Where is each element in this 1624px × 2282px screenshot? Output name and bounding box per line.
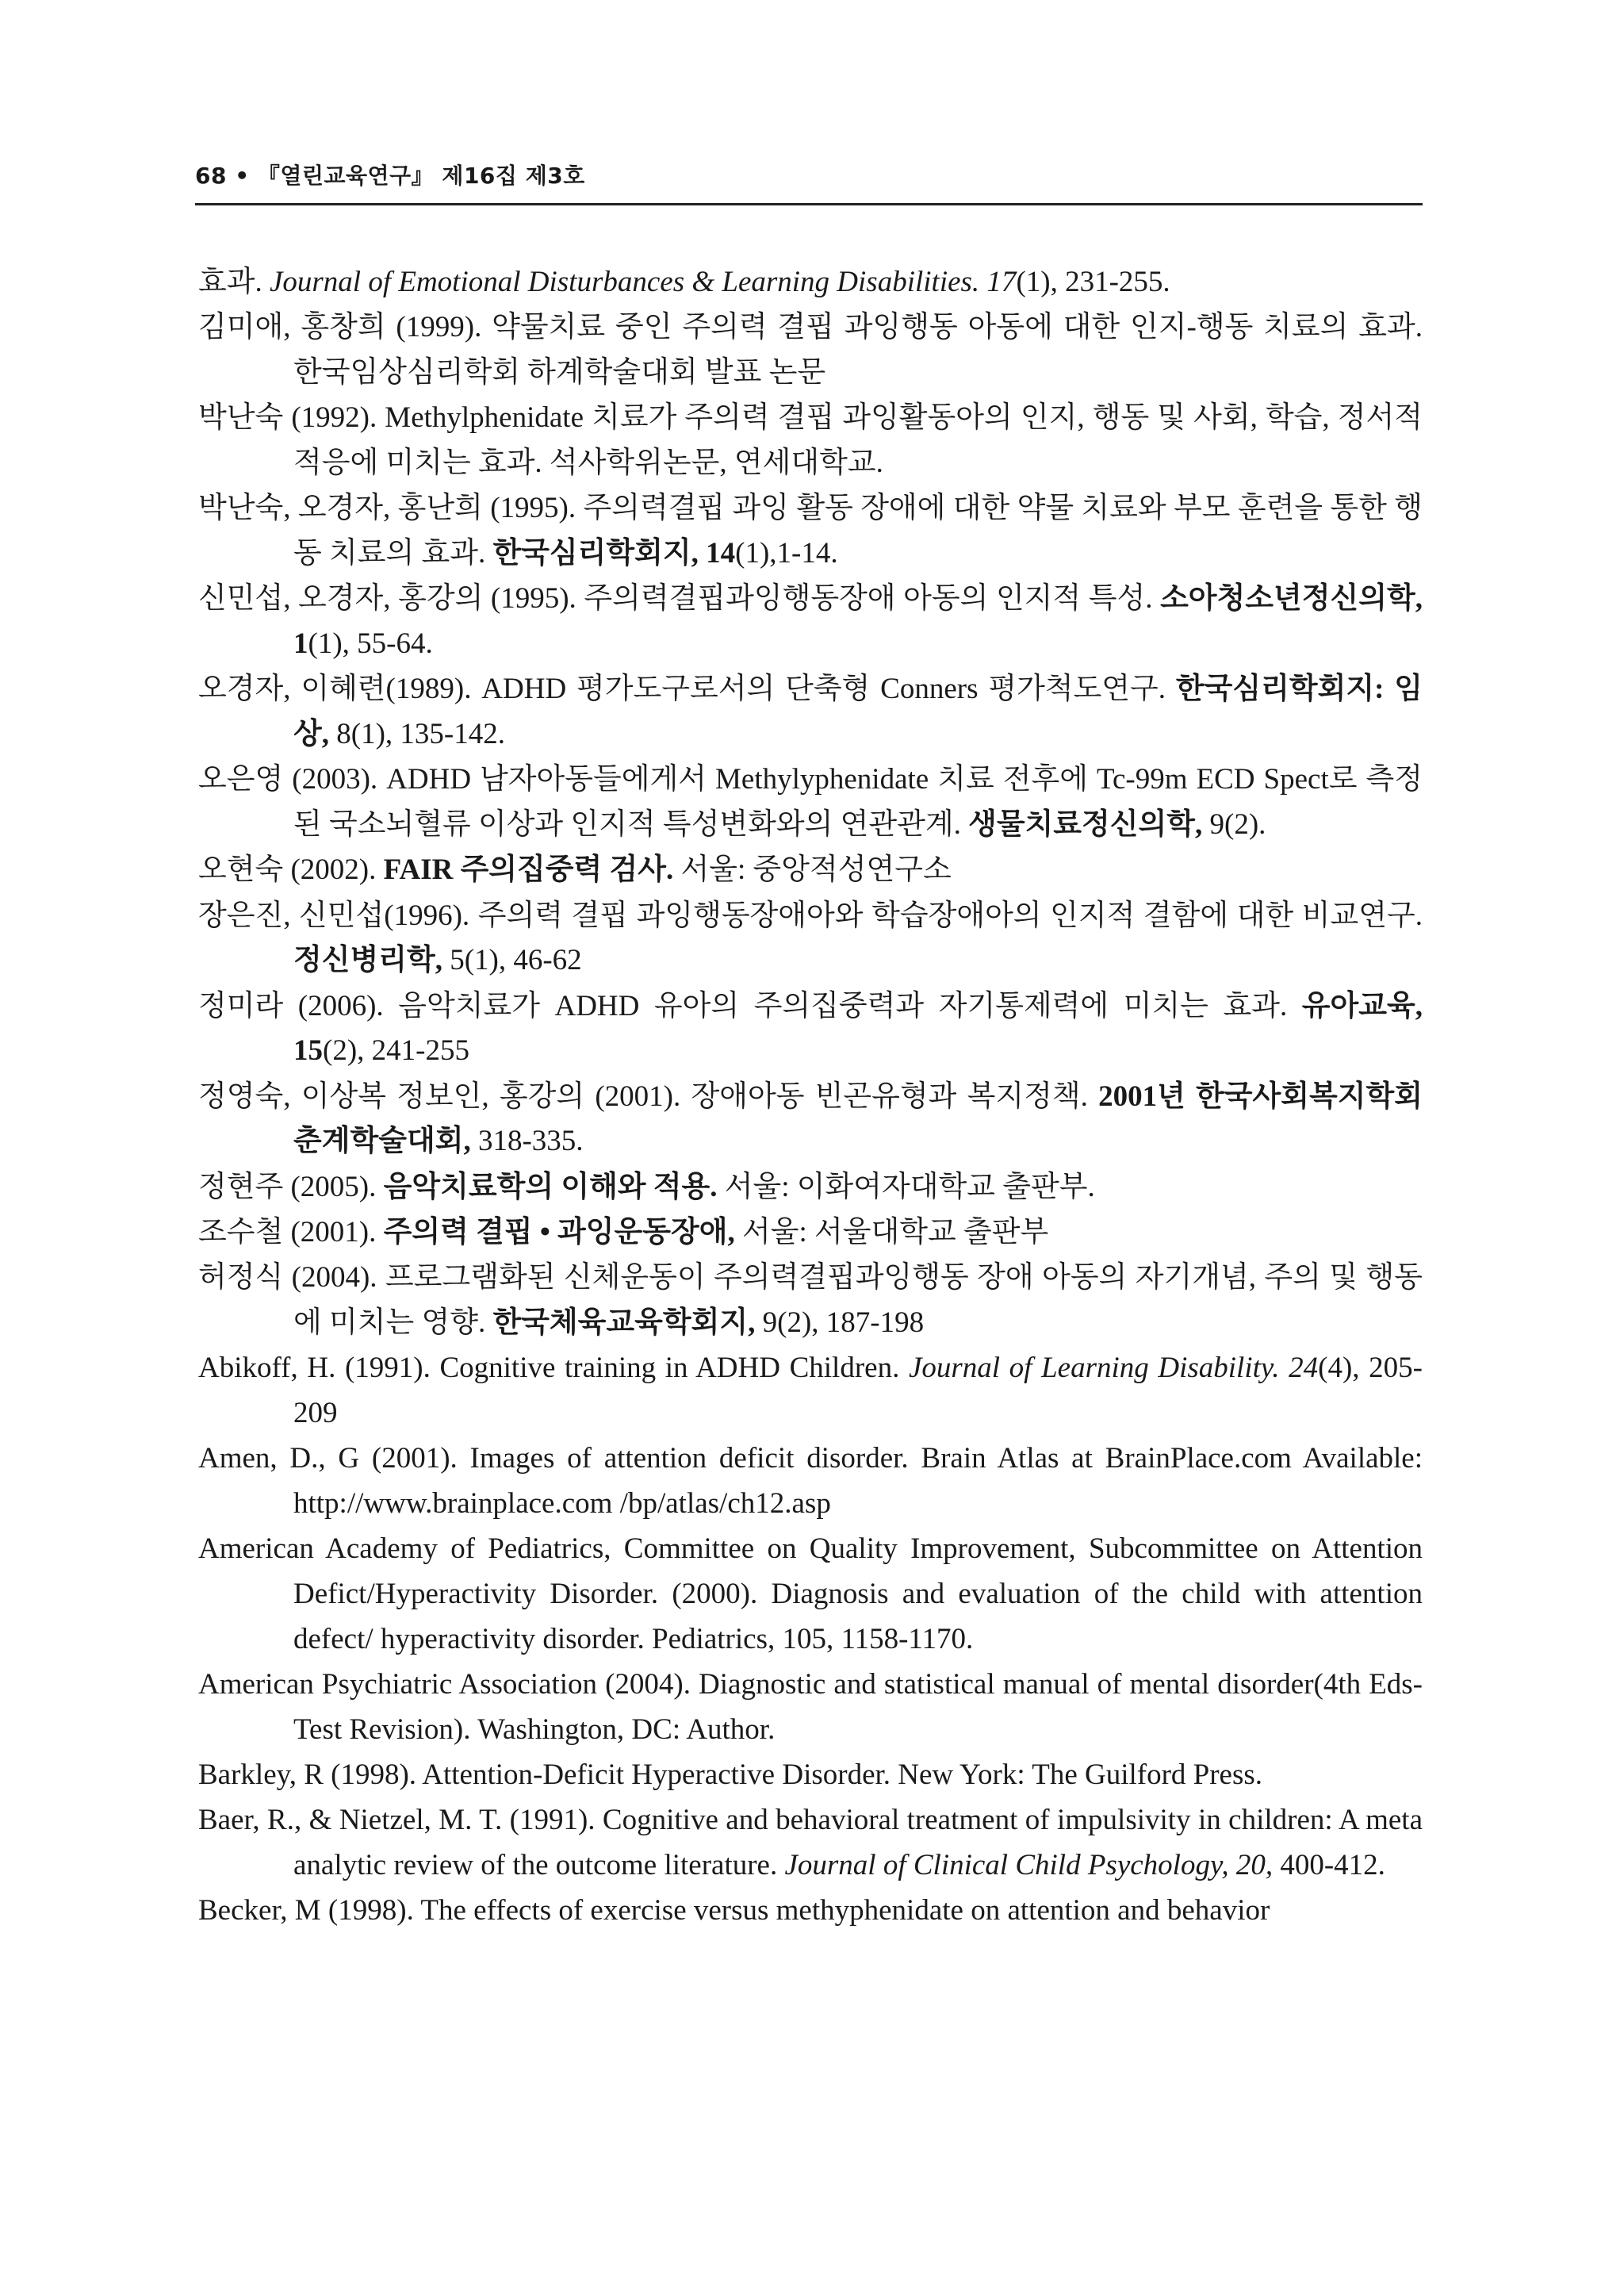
reference-entry (198, 1256, 1423, 1345)
reference-entry (198, 577, 1423, 666)
reference-text: 400-412. (1280, 1848, 1385, 1881)
reference-text: (1),1-14. (735, 537, 838, 570)
reference-entry (198, 757, 1423, 847)
reference-text: American Academy of Pediatrics, Committee on Quality Improvement, Subcommittee on Attention Defict/Hyperactivity Disorder. (2000). Diagnosis and evaluation of the child with attention defect/ hyperactivity disorder. Pediatrics, 105, 1158-1170. (198, 1532, 1423, 1655)
reference-text: 정영숙, 이상복 정보인, 홍강의 (2001). 장애아동 빈곤유형과 복지정책. (198, 1080, 1099, 1113)
reference-entry (198, 1075, 1423, 1164)
reference-entry (198, 1889, 1423, 1934)
reference-text: 허정식 (2004). 프로그램화된 신체운동이 주의력결핍과잉행동 장애 아동의 자기개념, 주의 및 행동에 미치는 영향. (198, 1261, 1423, 1339)
reference-text: 오현숙 (2002). (198, 853, 384, 887)
reference-entry (198, 984, 1423, 1074)
reference-entry (198, 486, 1423, 576)
reference-text: 318-335. (477, 1125, 584, 1158)
reference-bold-text: 한국심리학회지: 임상, (293, 673, 1423, 750)
reference-text: 5(1), 46-62 (450, 944, 582, 977)
reference-text: 효과. (198, 266, 270, 298)
reference-entry (198, 894, 1423, 984)
reference-bold-text: 2001년 한국사회복지학회 춘계학술대회, (293, 1080, 1423, 1158)
reference-text: Barkley, R (1998). Attention-Deficit Hyperactive Disorder. New York: The Guilford Press. (198, 1758, 1263, 1791)
reference-bold-text: 소아청소년정신의학, 1 (293, 582, 1423, 660)
reference-text: Amen, D., G (2001). Images of attention deficit disorder. Brain Atlas at BrainPlace.com Available: http://www.brainplace.com /bp/atlas/ch12.asp (198, 1442, 1423, 1520)
reference-text: 오경자, 이혜련(1989). ADHD 평가도구로서의 단축형 Conners 평가척도연구. (198, 673, 1176, 706)
reference-entry (198, 1527, 1423, 1662)
reference-bold-text: 주의력 결핍 • 과잉운동장애, (383, 1215, 742, 1248)
reference-entry (198, 667, 1423, 757)
reference-entry (198, 1165, 1423, 1210)
reference-text: 서울: 중앙적성연구소 (680, 853, 952, 887)
reference-entry (198, 1346, 1423, 1436)
reference-text: (4), 205-209 (293, 1352, 1423, 1429)
reference-text: 오은영 (2003). ADHD 남자아동들에게서 Methylyphenidate 치료 전후에 Tc-99m ECD Spect로 측정된 국소뇌혈류 이상과 인지적 특성변화와의 연관관계. (198, 763, 1423, 841)
reference-bold-text: 한국심리학회지, 14 (492, 537, 736, 570)
header-rule (195, 203, 1423, 205)
reference-entry (198, 848, 1423, 893)
page-header-label: 68 • 『열린교육연구』 제16집 제3호 (195, 163, 585, 189)
reference-list (198, 260, 1423, 1934)
reference-entry (198, 305, 1423, 395)
reference-entry (198, 396, 1423, 485)
reference-text: 정현주 (2005). (198, 1170, 384, 1203)
reference-text: 정미라 (2006). 음악치료가 ADHD 유아의 주의집중력과 자기통제력에 미치는 효과. (198, 989, 1302, 1022)
reference-text: 8(1), 135-142. (336, 718, 505, 750)
reference-text: 9(2), 187-198 (762, 1306, 925, 1339)
reference-entry (198, 1210, 1423, 1256)
reference-italic-text: Journal of Clinical Child Psychology, 20, (784, 1848, 1281, 1881)
reference-italic-text: Journal of Learning Disability. 24 (908, 1352, 1319, 1385)
reference-entry (198, 1798, 1423, 1888)
reference-entry (198, 1753, 1423, 1798)
reference-text: American Psychiatric Association (2004). Diagnostic and statistical manual of mental disorder(4th Eds-Test Revision). Washington, DC: Author. (198, 1667, 1423, 1746)
reference-entry (198, 260, 1423, 305)
reference-text: (1), 55-64. (308, 627, 433, 660)
reference-text: 신민섭, 오경자, 홍강의 (1995). 주의력결핍과잉행동장애 아동의 인지적 특성. (198, 582, 1161, 616)
running-header (195, 152, 1424, 200)
reference-text: 9(2). (1209, 808, 1266, 841)
reference-text: (2), 241-255 (323, 1034, 469, 1068)
reference-text: Abikoff, H. (1991). Cognitive training in ADHD Children. (198, 1352, 909, 1385)
reference-text: (1), 231-255. (1016, 266, 1170, 298)
reference-text: 박난숙 (1992). Methylphenidate 치료가 주의력 결핍 과잉활동아의 인지, 행동 및 사회, 학습, 정서적 적응에 미치는 효과. 석사학위논문, 연세대학교. (198, 401, 1423, 479)
reference-text: 박난숙, 오경자, 홍난희 (1995). 주의력결핍 과잉 활동 장애에 대한 약물 치료와 부모 훈련을 통한 행동 치료의 효과. (198, 492, 1423, 570)
reference-bold-text: 생물치료정신의학, (968, 808, 1210, 841)
reference-text: 조수철 (2001). (198, 1215, 384, 1248)
reference-entry (198, 1663, 1423, 1752)
reference-italic-text: Journal of Emotional Disturbances & Learning Disabilities. 17 (269, 266, 1017, 298)
reference-entry (198, 1436, 1423, 1526)
reference-bold-text: 음악치료학의 이해와 적용. (383, 1170, 725, 1203)
reference-bold-text: 한국체육교육학회지, (492, 1306, 763, 1339)
reference-text: Becker, M (1998). The effects of exercise versus methyphenidate on attention and behavior (198, 1894, 1270, 1927)
reference-bold-text: 유아교육, 15 (293, 989, 1423, 1068)
reference-text: 서울: 서울대학교 출판부 (742, 1215, 1049, 1248)
reference-text: Baer, R., & Nietzel, M. T. (1991). Cognitive and behavioral treatment of impulsivity in children: A meta analytic review of the outcome literature. (198, 1804, 1423, 1881)
reference-text: 장은진, 신민섭(1996). 주의력 결핍 과잉행동장애아와 학습장애아의 인지적 결함에 대한 비교연구. (198, 899, 1423, 932)
reference-text: 서울: 이화여자대학교 출판부. (724, 1170, 1095, 1203)
reference-text: 김미애, 홍창희 (1999). 약물치료 중인 주의력 결핍 과잉행동 아동에 대한 인지-행동 치료의 효과. 한국임상심리학회 하계학술대회 발표 논문 (198, 311, 1423, 389)
reference-bold-text: FAIR 주의집중력 검사. (383, 853, 681, 887)
reference-bold-text: 정신병리학, (293, 944, 450, 977)
